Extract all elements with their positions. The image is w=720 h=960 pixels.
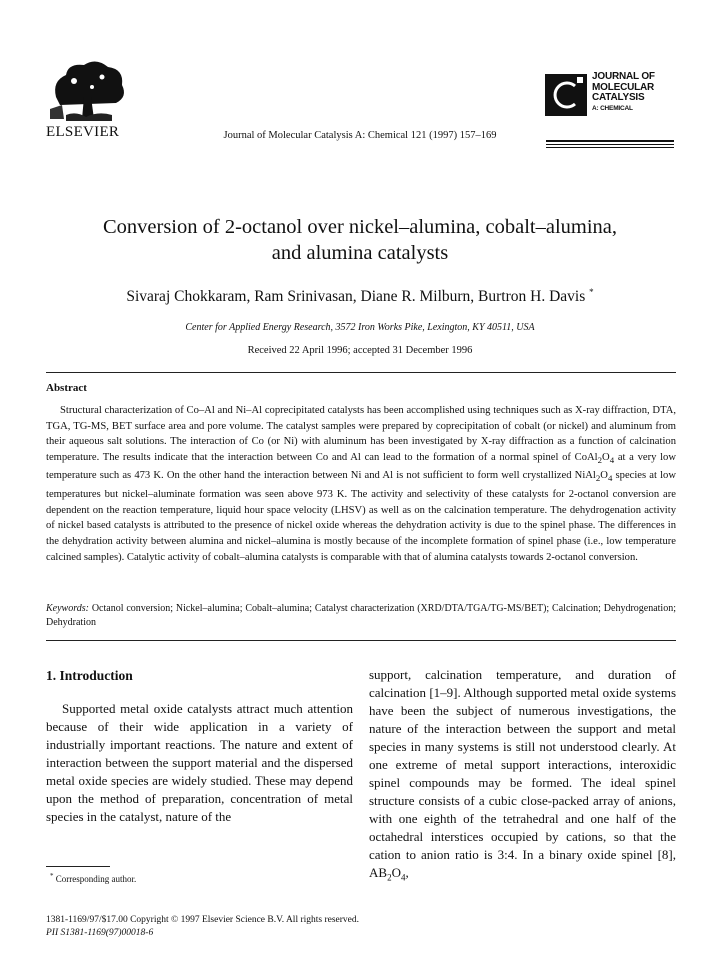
journal-citation: Journal of Molecular Catalysis A: Chemical 121 (1997) 157–169 bbox=[223, 130, 497, 141]
copyright-notice bbox=[46, 914, 359, 940]
subscript: 2 bbox=[595, 473, 601, 484]
received-dates: Received 22 April 1996; accepted 31 December 1996 bbox=[247, 345, 473, 356]
body-run: support, calcination temperature, and duration of calcination [1–9]. Although supported metal oxide systems have been the subject of numerous investigations, the nature of the interaction between the support and metal species in many systems is still not understood clearly. At one extreme of metal support interactions, interoxidic spinel compounds may be formed. The ideal spinel structure consists of a cubic close-packed array of anions, with one eighth of the tetrahedral and one half of the octahedral interstices occupied by cations, so that the cation to anion ratio is 3:4. In a binary oxide spinel [8], AB bbox=[369, 667, 676, 880]
journal-logo-subtitle: A: CHEMICAL bbox=[592, 104, 633, 112]
abstract-run: at a very low temperature such as 473 K. On the other hand the interaction between Ni and Al is not sufficient to form well crystallized NiAl bbox=[46, 451, 677, 482]
footnote-rule bbox=[46, 866, 110, 867]
footnote-mark: * bbox=[50, 872, 54, 880]
abstract-heading: Abstract bbox=[46, 382, 87, 394]
journal-header-rules bbox=[546, 140, 674, 150]
journal-logo-line: JOURNAL OF bbox=[592, 71, 655, 82]
keywords-label: Keywords: bbox=[46, 603, 89, 614]
keywords-text: Octanol conversion; Nickel–alumina; Cobalt–alumina; Catalyst characterization (XRD/DTA/TGA/TG-MS/BET); Calcination; Dehydrogenation; Dehydration bbox=[46, 603, 676, 628]
journal-logo bbox=[545, 74, 587, 116]
journal-logo-text bbox=[592, 72, 655, 114]
subscript: 2 bbox=[387, 872, 392, 883]
author-footnote-mark: * bbox=[589, 287, 594, 297]
publisher-name: ELSEVIER bbox=[46, 124, 120, 140]
elsevier-tree-logo bbox=[46, 57, 130, 123]
title-line: and alumina catalysts bbox=[271, 242, 449, 264]
section-heading: 1. Introduction bbox=[46, 668, 133, 683]
copyright-line: 1381-1169/97/$17.00 Copyright © 1997 Elsevier Science B.V. All rights reserved. bbox=[46, 915, 360, 925]
abstract-run: Structural characterization of Co–Al and Ni–Al coprecipitated catalysts has been accomplished using techniques such as X-ray diffraction, DTA, TGA, TG-MS, BET surface area and pore volume. The catalyst samples were prepared by coprecipitation of cobalt (or nickel) and aluminum from their aqueous salt solutions. The interaction of Co (or Ni) with aluminum has been investigated by X-ray diffraction as a function of calcination temperature. The results indicate that the interaction between Co and Al can lead to the formation of a normal spinel of CoAl bbox=[46, 405, 676, 463]
abstract-text bbox=[46, 403, 676, 565]
intro-right-column bbox=[369, 666, 676, 887]
body-run: , bbox=[405, 865, 409, 880]
abstract-run: O bbox=[602, 451, 610, 463]
abstract-run: species at low temperatures but nickel–aluminate formation was seen above 973 K. The activity and selectivity of these catalysts for 2-octanol conversion are dependent on the reaction temperature, liquid hour space velocity (LHSV) as well as on the calcination temperature. The dehydrogenation activity of nickel based catalysts is attributed to the presence of nickel oxide whereas the dehydration activity is due to the spinel phase. The differences in the dehydration activity between alumina and nickel–alumina is mostly because of the incomplete formation of spinel phase (i.e., low temperature calcined samples). Catalytic activity of cobalt–alumina catalysts is comparable with that of alumina catalysts towards 2-octanol conversion. bbox=[46, 470, 677, 563]
title-line: Conversion of 2-octanol over nickel–alumina, cobalt–alumina, bbox=[102, 216, 618, 238]
subscript: 2 bbox=[597, 454, 603, 465]
footnote bbox=[50, 872, 136, 884]
intro-left-column: Supported metal oxide catalysts attract much attention because of their wide application in a variety of industrially important reactions. The nature and extent of interaction between the support material and the dispersed metal oxide species are widely studied. These may depend upon the method of preparation, concentration of metal species in the catalyst, nature of the bbox=[46, 701, 353, 824]
footnote-text: Corresponding author. bbox=[55, 874, 137, 884]
divider bbox=[46, 372, 676, 373]
subscript: 4 bbox=[609, 454, 615, 465]
abstract-run: O bbox=[600, 470, 608, 482]
affiliation: Center for Applied Energy Research, 3572 Iron Works Pike, Lexington, KY 40511, USA bbox=[185, 322, 535, 333]
pii-line: PII S1381-1169(97)00018-6 bbox=[46, 928, 154, 938]
authors-text: Sivaraj Chokkaram, Ram Srinivasan, Diane R. Milburn, Burtron H. Davis bbox=[126, 288, 586, 306]
divider bbox=[46, 640, 676, 641]
subscript: 4 bbox=[400, 872, 406, 883]
author-list bbox=[40, 287, 680, 306]
keywords bbox=[46, 602, 676, 630]
journal-logo-line: MOLECULAR bbox=[592, 81, 655, 93]
paper-title bbox=[40, 214, 680, 266]
body-run: O bbox=[391, 865, 401, 880]
subscript: 4 bbox=[607, 473, 613, 484]
journal-logo-line: CATALYSIS bbox=[592, 92, 645, 103]
